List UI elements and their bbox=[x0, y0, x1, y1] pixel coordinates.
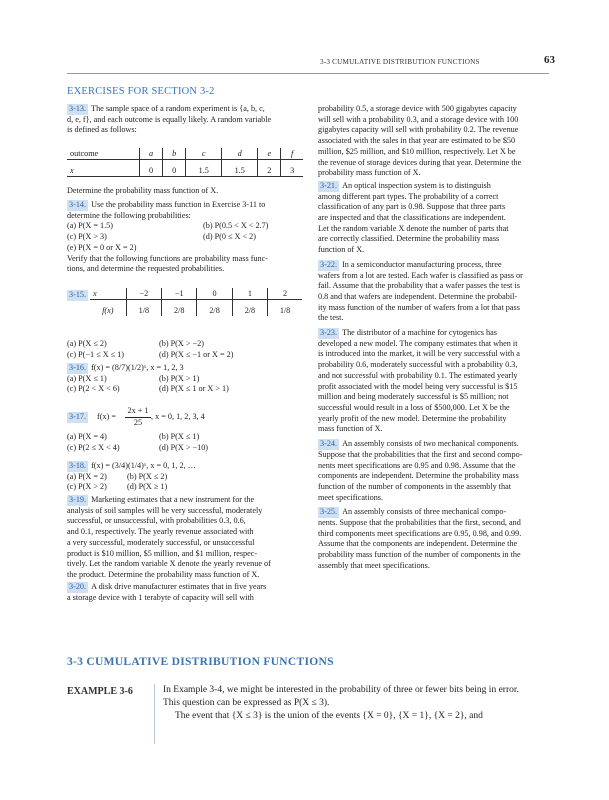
text-line: developed a new model. The company estimates that when it bbox=[318, 338, 518, 348]
outcome-table bbox=[67, 148, 303, 177]
header-rule bbox=[67, 73, 549, 74]
text-line: and not successful with probability 0.1. The estimated yearly bbox=[318, 370, 518, 380]
text-line: gigabytes capacity will sell with probability 0.2. The revenue bbox=[318, 125, 519, 135]
part: (c) P(2 < X < 6) bbox=[67, 384, 120, 394]
part: (b) P(X > −2) bbox=[159, 339, 204, 348]
part: (a) P(X = 4) bbox=[67, 432, 107, 441]
table-cell: c bbox=[201, 149, 206, 158]
text-line: successful, or unsuccessful, with probabilities 0.3, 0.6, bbox=[67, 516, 246, 526]
text-line: are inspected and that the classifications are independent. bbox=[318, 213, 506, 223]
table-cell: 2 bbox=[258, 160, 281, 177]
text-line: the product. Determine the probability mass function of X. bbox=[67, 569, 260, 579]
part: (c) P(X > 3) bbox=[67, 232, 107, 242]
table-cell: 1/8 bbox=[126, 300, 161, 317]
text-line: function of X. bbox=[318, 245, 365, 255]
text-line: mass function of X. bbox=[318, 424, 383, 434]
part: (b) P(X > 1) bbox=[159, 373, 200, 383]
text-line: The event that {X ≤ 3} is the union of the events {X = 0}, {X = 1}, {X = 2}, and bbox=[175, 711, 483, 721]
text-line: d, e, f}, and each outcome is equally likely. A random variable bbox=[67, 114, 272, 124]
part: (d) P(X ≥ 1) bbox=[127, 482, 168, 492]
text-line: a very successful, moderately successful, or unsuccessful bbox=[67, 537, 255, 547]
table-cell: −1 bbox=[162, 288, 197, 300]
exercise-3-15-number bbox=[67, 290, 91, 301]
exercise-number: 3-25. bbox=[320, 507, 338, 517]
table-cell: e bbox=[267, 149, 272, 158]
part: (c) P(X > 2) bbox=[67, 482, 107, 492]
text-line: the test. bbox=[318, 313, 344, 323]
fraction-numerator: 2x + 1 bbox=[125, 406, 151, 418]
text-line: A disk drive manufacturer estimates that in five years bbox=[91, 582, 267, 591]
text-line: successful would result in a loss of $500,000. Let X be the bbox=[318, 402, 510, 412]
part: (b) P(0.5 < X < 2.7) bbox=[203, 221, 269, 231]
text-line: nents meet specifications are 0.95 and 0.98. Assume that the bbox=[318, 460, 516, 470]
table-cell: 0 bbox=[197, 288, 232, 300]
part: (c) P(−1 ≤ X ≤ 1) bbox=[67, 349, 125, 359]
table-cell: x bbox=[70, 166, 74, 175]
part: (a) P(X ≤ 2) bbox=[67, 339, 107, 348]
fraction-denominator: 25 bbox=[133, 418, 143, 427]
text-line: associated with the sales in that year are estimated to be $50 bbox=[318, 136, 516, 146]
exercise-number: 3-24. bbox=[320, 439, 338, 449]
text-line: function of the number of components in the assembly that bbox=[318, 481, 512, 491]
text-line: million and being moderately successful is $5 million; not bbox=[318, 392, 509, 402]
text-line: Marketing estimates that a new instrument for the bbox=[91, 495, 255, 504]
text-line: probability 0.6, moderately successful with a probability 0.3, bbox=[318, 360, 518, 370]
table-cell: 1 bbox=[232, 288, 267, 300]
table-cell: 1.5 bbox=[186, 160, 222, 177]
table-cell: 2 bbox=[283, 289, 288, 298]
text-line: determine the following probabilities: bbox=[67, 210, 191, 220]
text-line: In a semiconductor manufacturing process, three bbox=[342, 259, 502, 269]
example-divider bbox=[154, 684, 155, 744]
exercise-3-20-continued bbox=[318, 104, 549, 572]
text-line: probability mass function of the number of components in the bbox=[318, 550, 521, 560]
text-line: The sample space of a random experiment is {a, b, c, bbox=[91, 104, 265, 113]
text-line: An optical inspection system is to distinguish bbox=[342, 180, 491, 190]
exercise-number: 3-16. bbox=[69, 363, 87, 372]
part: (a) P(X ≤ 1) bbox=[67, 373, 107, 383]
text-line: probability mass function of X. bbox=[318, 168, 421, 178]
text-line: fail. Assume that the probability that a wafer passes the test is bbox=[318, 281, 520, 291]
text-line: is defined as follows: bbox=[67, 125, 137, 135]
example-label: EXAMPLE 3-6 bbox=[67, 686, 133, 697]
table-cell: outcome bbox=[67, 148, 139, 160]
formula-lhs: f(x) = bbox=[97, 412, 116, 421]
exercise-number: 3-19. bbox=[69, 495, 87, 504]
text-line: product is $10 million, $5 million, and $1 million, respec- bbox=[67, 548, 258, 558]
table-cell: 1/8 bbox=[279, 306, 291, 315]
table-cell: 2/8 bbox=[232, 300, 267, 317]
text-line: is introduced into the market, it will be very successful with a bbox=[318, 349, 520, 359]
text-line: analysis of soil samples will be very successful, moderately bbox=[67, 505, 263, 515]
table-row bbox=[67, 148, 303, 160]
text-line: and 0.1, respectively. The yearly revenue associated with bbox=[67, 527, 254, 537]
text-line: million, $25 million, and $10 million, respectively. Let X be bbox=[318, 146, 516, 156]
example-3-6-text bbox=[163, 684, 548, 723]
part: (c) P(2 ≤ X < 4) bbox=[67, 442, 120, 452]
table-cell: 0 bbox=[139, 160, 162, 177]
text-line: Let the random variable X denote the number of parts that bbox=[318, 223, 509, 233]
running-head: 3-3 CUMULATIVE DISTRIBUTION FUNCTIONS bbox=[320, 58, 480, 66]
part: (d) P(X ≤ −1 or X = 2) bbox=[159, 349, 234, 359]
exercise-3-18 bbox=[67, 461, 302, 493]
table-row bbox=[67, 160, 303, 177]
text-line: The distributor of a machine for cytogenics has bbox=[342, 328, 497, 338]
part: (d) P(X ≤ 1 or X > 1) bbox=[159, 384, 229, 394]
section-heading: EXERCISES FOR SECTION 3-2 bbox=[67, 86, 215, 97]
exercise-number: 3-23. bbox=[320, 328, 338, 338]
table-cell: 0 bbox=[163, 160, 186, 177]
text-line: Determine the probability mass function of X. bbox=[67, 186, 219, 195]
text-line: ity mass function of the number of wafers from a lot that pass bbox=[318, 302, 520, 312]
exercise-number: 3-14. bbox=[69, 200, 87, 209]
pmf-table-3-15 bbox=[90, 288, 302, 316]
text-line: meet specifications. bbox=[318, 492, 384, 502]
exercise-number: 3-21. bbox=[320, 180, 338, 190]
table-cell: 3 bbox=[290, 166, 295, 175]
table-cell: f bbox=[291, 149, 294, 158]
formula-domain: , x = 0, 1, 2, 3, 4 bbox=[151, 412, 205, 421]
table-cell: a bbox=[148, 149, 154, 158]
text-line: An assembly consists of three mechanical compo- bbox=[342, 507, 507, 517]
table-cell: 2/8 bbox=[162, 300, 197, 317]
table-cell: −2 bbox=[126, 288, 161, 300]
exercise-number: 3-15. bbox=[69, 290, 87, 299]
part: (b) P(X ≤ 1) bbox=[159, 432, 200, 441]
text-line: will sell with a probability 0.3, and a storage device with 100 bbox=[318, 114, 519, 124]
text-line: tively. Let the random variable X denote the yearly revenue of bbox=[67, 559, 271, 569]
part: (a) P(X = 1.5) bbox=[67, 221, 113, 231]
exercise-3-14 bbox=[67, 200, 302, 275]
text-line: Use the probability mass function in Exercise 3-11 to bbox=[91, 200, 266, 209]
exercise-number: 3-13. bbox=[69, 104, 87, 113]
text-line: wafers from a lot are tested. Each wafer is classified as pass or bbox=[318, 270, 523, 280]
part: (d) P(0 ≤ X < 2) bbox=[203, 232, 256, 242]
text-line: a storage device with 1 terabyte of capacity will sell with bbox=[67, 592, 254, 602]
section-3-3-heading: 3-3 CUMULATIVE DISTRIBUTION FUNCTIONS bbox=[67, 656, 334, 668]
text-line: tions, and determine the requested probabilities. bbox=[67, 264, 225, 274]
exercise-3-19 bbox=[67, 495, 302, 581]
exercise-number: 3-20. bbox=[69, 582, 87, 591]
table-cell: 2/8 bbox=[197, 300, 232, 317]
text-line: An assembly consists of two mechanical components. bbox=[342, 439, 519, 449]
page-number: 63 bbox=[544, 54, 555, 66]
text-line: among different part types. The probability of a correct bbox=[318, 191, 499, 201]
exercise-3-20 bbox=[67, 582, 302, 603]
part: (a) P(X = 2) bbox=[67, 471, 107, 481]
text-line: probability 0.5, a storage device with 500 gigabytes capacity bbox=[318, 104, 517, 113]
text-line: nents. Suppose that the probabilities that the first, second, and bbox=[318, 518, 521, 528]
exercise-3-13 bbox=[67, 104, 302, 136]
part: (b) P(X ≤ 2) bbox=[127, 471, 168, 481]
exercise-number: 3-17. bbox=[69, 412, 87, 421]
text-line: Assume that the components are independent. Determine the bbox=[318, 539, 518, 549]
text-line: Verify that the following functions are probability mass func- bbox=[67, 253, 268, 263]
text-line: In Example 3-4, we might be interested in the probability of three or fewer bits being in error. bbox=[163, 685, 519, 695]
exercise-number: 3-18. bbox=[69, 461, 87, 470]
text-line: are correctly classified. Determine the probability mass bbox=[318, 234, 500, 244]
table-row bbox=[90, 288, 302, 300]
table-cell: b bbox=[172, 149, 177, 158]
table-cell: f(x) bbox=[102, 306, 114, 315]
part: (d) P(X > −10) bbox=[159, 442, 209, 452]
table-cell: x bbox=[93, 289, 97, 298]
text-line: 0.8 and that wafers are independent. Determine the probabil- bbox=[318, 291, 518, 301]
exercise-3-17 bbox=[67, 406, 302, 453]
exercise-number: 3-22. bbox=[320, 259, 338, 269]
table-row bbox=[90, 300, 302, 317]
text-line: components are independent. Determine the probability mass bbox=[318, 471, 519, 481]
text-line: the revenue of storage devices during that year. Determine the bbox=[318, 157, 522, 167]
exercise-3-13-tail bbox=[67, 186, 302, 197]
text-line: yearly profit of the new model. Determine the probability bbox=[318, 413, 507, 423]
exercise-3-16 bbox=[67, 363, 302, 395]
text-line: Suppose that the probabilities that the first and second compo- bbox=[318, 449, 523, 459]
table-cell: 1.5 bbox=[222, 160, 258, 177]
part: (e) P(X = 0 or X = 2) bbox=[67, 242, 137, 252]
formula: f(x) = (3/4)(1/4)ˣ, x = 0, 1, 2, … bbox=[91, 461, 196, 470]
text-line: profit associated with the model being very successful is $15 bbox=[318, 381, 518, 391]
text-line: classification of any part is 0.98. Suppose that three parts bbox=[318, 202, 506, 212]
exercise-3-15-parts bbox=[67, 339, 302, 360]
text-line: third components meet specifications are 0.95, 0.98, and 0.99. bbox=[318, 528, 522, 538]
table-cell: d bbox=[237, 149, 242, 158]
formula: f(x) = (8/7)(1/2)ˣ, x = 1, 2, 3 bbox=[91, 363, 184, 372]
text-line: This question can be expressed as P(X ≤ 3). bbox=[163, 698, 330, 708]
text-line: assembly that meet specifications. bbox=[318, 560, 430, 570]
